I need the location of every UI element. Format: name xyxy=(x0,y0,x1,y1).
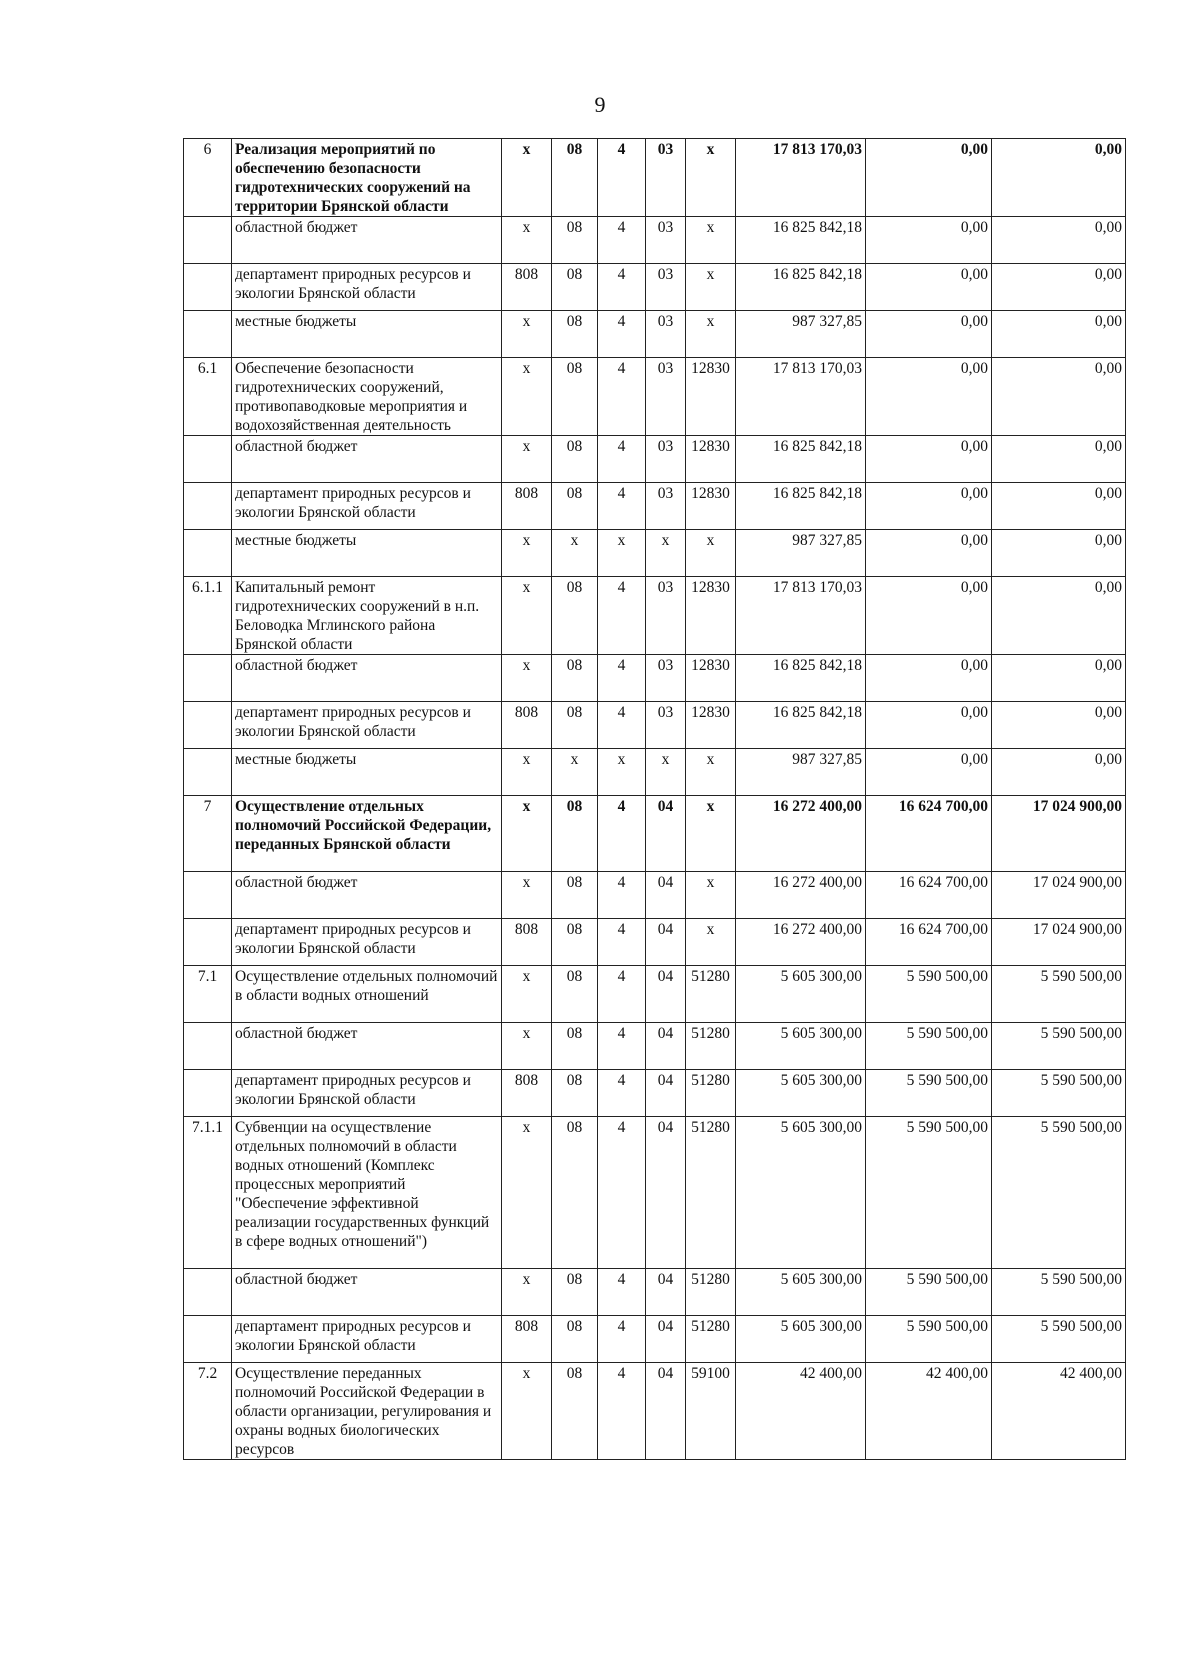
amount-year-1: 16 825 842,18 xyxy=(736,483,866,530)
table-row xyxy=(184,1363,1126,1460)
row-number xyxy=(184,872,232,919)
amount-year-3: 0,00 xyxy=(992,217,1126,264)
amount-year-2: 0,00 xyxy=(866,483,992,530)
code-item: 51280 xyxy=(686,1269,736,1316)
code-item: х xyxy=(686,796,736,872)
code-item: 12830 xyxy=(686,577,736,655)
row-number xyxy=(184,1269,232,1316)
code-item: 51280 xyxy=(686,1117,736,1269)
code-admin: 808 xyxy=(502,264,552,311)
row-name: Реализация мероприятий по обеспечению безопасности гидротехнических сооружений на территории Брянской области xyxy=(232,139,502,217)
code-program: 04 xyxy=(646,1070,686,1117)
row-name: Осуществление отдельных полномочий Российской Федерации, переданных Брянской области xyxy=(232,796,502,872)
row-number: 7.2 xyxy=(184,1363,232,1460)
table-row xyxy=(184,796,1126,872)
code-subsection: 4 xyxy=(598,1117,646,1269)
code-item: 51280 xyxy=(686,1316,736,1363)
amount-year-2: 5 590 500,00 xyxy=(866,1117,992,1269)
code-subsection: 4 xyxy=(598,1316,646,1363)
row-name: местные бюджеты xyxy=(232,530,502,577)
page-number: 9 xyxy=(594,92,606,117)
amount-year-2: 5 590 500,00 xyxy=(866,1023,992,1070)
amount-year-1: 5 605 300,00 xyxy=(736,1269,866,1316)
amount-year-3: 0,00 xyxy=(992,702,1126,749)
code-subsection: х xyxy=(598,530,646,577)
table-row xyxy=(184,1269,1126,1316)
amount-year-2: 5 590 500,00 xyxy=(866,966,992,1023)
row-name: департамент природных ресурсов и экологии Брянской области xyxy=(232,1316,502,1363)
code-item: 12830 xyxy=(686,483,736,530)
row-name: областной бюджет xyxy=(232,1023,502,1070)
code-program: 03 xyxy=(646,436,686,483)
amount-year-2: 0,00 xyxy=(866,358,992,436)
code-program: 03 xyxy=(646,655,686,702)
amount-year-1: 987 327,85 xyxy=(736,749,866,796)
amount-year-1: 17 813 170,03 xyxy=(736,577,866,655)
row-name: Капитальный ремонт гидротехнических сооружений в н.п. Беловодка Мглинского района Брянской области xyxy=(232,577,502,655)
code-subsection: 4 xyxy=(598,1023,646,1070)
code-item: х xyxy=(686,749,736,796)
amount-year-3: 5 590 500,00 xyxy=(992,1070,1126,1117)
table-row xyxy=(184,1070,1126,1117)
code-item: 51280 xyxy=(686,1070,736,1117)
code-program: 03 xyxy=(646,702,686,749)
code-subsection: х xyxy=(598,749,646,796)
row-name: департамент природных ресурсов и экологии Брянской области xyxy=(232,1070,502,1117)
amount-year-2: 5 590 500,00 xyxy=(866,1316,992,1363)
code-subsection: 4 xyxy=(598,1363,646,1460)
amount-year-2: 16 624 700,00 xyxy=(866,872,992,919)
code-admin: х xyxy=(502,311,552,358)
table-row xyxy=(184,919,1126,966)
row-number xyxy=(184,530,232,577)
code-admin: 808 xyxy=(502,1316,552,1363)
amount-year-2: 0,00 xyxy=(866,577,992,655)
code-item: 12830 xyxy=(686,655,736,702)
row-name: областной бюджет xyxy=(232,217,502,264)
amount-year-1: 17 813 170,03 xyxy=(736,139,866,217)
code-admin: 808 xyxy=(502,702,552,749)
code-section: 08 xyxy=(552,655,598,702)
code-admin: 808 xyxy=(502,1070,552,1117)
code-program: 03 xyxy=(646,311,686,358)
amount-year-2: 16 624 700,00 xyxy=(866,796,992,872)
code-program: 04 xyxy=(646,1269,686,1316)
amount-year-2: 42 400,00 xyxy=(866,1363,992,1460)
code-section: 08 xyxy=(552,139,598,217)
table-row xyxy=(184,483,1126,530)
amount-year-3: 5 590 500,00 xyxy=(992,1023,1126,1070)
code-program: 04 xyxy=(646,1117,686,1269)
row-number xyxy=(184,311,232,358)
code-section: 08 xyxy=(552,1070,598,1117)
code-admin: х xyxy=(502,139,552,217)
code-subsection: 4 xyxy=(598,1269,646,1316)
amount-year-3: 17 024 900,00 xyxy=(992,796,1126,872)
code-admin: х xyxy=(502,796,552,872)
amount-year-1: 16 825 842,18 xyxy=(736,264,866,311)
code-item: х xyxy=(686,217,736,264)
code-program: 03 xyxy=(646,577,686,655)
amount-year-1: 987 327,85 xyxy=(736,530,866,577)
code-subsection: 4 xyxy=(598,311,646,358)
code-program: 04 xyxy=(646,919,686,966)
code-subsection: 4 xyxy=(598,872,646,919)
code-section: 08 xyxy=(552,796,598,872)
code-admin: х xyxy=(502,1363,552,1460)
code-subsection: 4 xyxy=(598,217,646,264)
amount-year-1: 17 813 170,03 xyxy=(736,358,866,436)
row-number xyxy=(184,1316,232,1363)
amount-year-1: 16 272 400,00 xyxy=(736,872,866,919)
code-item: х xyxy=(686,919,736,966)
code-subsection: 4 xyxy=(598,577,646,655)
row-number xyxy=(184,483,232,530)
table-row xyxy=(184,702,1126,749)
code-admin: х xyxy=(502,436,552,483)
amount-year-2: 0,00 xyxy=(866,530,992,577)
table-body xyxy=(184,139,1126,1460)
code-program: 03 xyxy=(646,358,686,436)
row-number xyxy=(184,702,232,749)
code-section: 08 xyxy=(552,702,598,749)
code-section: 08 xyxy=(552,217,598,264)
row-number xyxy=(184,655,232,702)
code-admin: х xyxy=(502,872,552,919)
code-subsection: 4 xyxy=(598,655,646,702)
code-program: 04 xyxy=(646,1316,686,1363)
row-name: областной бюджет xyxy=(232,436,502,483)
amount-year-2: 5 590 500,00 xyxy=(866,1070,992,1117)
code-section: 08 xyxy=(552,872,598,919)
row-name: местные бюджеты xyxy=(232,311,502,358)
code-subsection: 4 xyxy=(598,919,646,966)
table-row xyxy=(184,436,1126,483)
budget-table xyxy=(183,138,1126,1460)
amount-year-1: 16 272 400,00 xyxy=(736,919,866,966)
table-row xyxy=(184,655,1126,702)
amount-year-3: 42 400,00 xyxy=(992,1363,1126,1460)
code-section: 08 xyxy=(552,966,598,1023)
code-program: 04 xyxy=(646,796,686,872)
row-name: Осуществление переданных полномочий Российской Федерации в области организации, регулирования и охраны водных биологических ресурсов xyxy=(232,1363,502,1460)
amount-year-3: 0,00 xyxy=(992,655,1126,702)
amount-year-1: 16 825 842,18 xyxy=(736,436,866,483)
code-item: 12830 xyxy=(686,358,736,436)
amount-year-1: 5 605 300,00 xyxy=(736,1316,866,1363)
code-program: 03 xyxy=(646,217,686,264)
code-program: 04 xyxy=(646,1363,686,1460)
amount-year-1: 987 327,85 xyxy=(736,311,866,358)
code-program: 04 xyxy=(646,1023,686,1070)
row-number xyxy=(184,264,232,311)
code-section: 08 xyxy=(552,1023,598,1070)
code-admin: х xyxy=(502,1117,552,1269)
row-number xyxy=(184,1070,232,1117)
table-row xyxy=(184,872,1126,919)
amount-year-2: 0,00 xyxy=(866,655,992,702)
amount-year-3: 0,00 xyxy=(992,264,1126,311)
amount-year-1: 5 605 300,00 xyxy=(736,1023,866,1070)
amount-year-1: 5 605 300,00 xyxy=(736,966,866,1023)
code-program: 03 xyxy=(646,139,686,217)
code-item: 12830 xyxy=(686,702,736,749)
amount-year-2: 0,00 xyxy=(866,749,992,796)
code-subsection: 4 xyxy=(598,436,646,483)
row-name: Субвенции на осуществление отдельных полномочий в области водных отношений (Комплекс процессных мероприятий "Обеспечение эффективной реализации государственных функций в сфере водных отношений") xyxy=(232,1117,502,1269)
amount-year-3: 0,00 xyxy=(992,436,1126,483)
amount-year-3: 5 590 500,00 xyxy=(992,1269,1126,1316)
row-name: местные бюджеты xyxy=(232,749,502,796)
row-number xyxy=(184,919,232,966)
table-row xyxy=(184,311,1126,358)
code-admin: х xyxy=(502,217,552,264)
amount-year-2: 0,00 xyxy=(866,264,992,311)
code-section: 08 xyxy=(552,1363,598,1460)
amount-year-1: 42 400,00 xyxy=(736,1363,866,1460)
code-section: 08 xyxy=(552,358,598,436)
row-name: областной бюджет xyxy=(232,655,502,702)
code-program: 04 xyxy=(646,872,686,919)
row-name: департамент природных ресурсов и экологии Брянской области xyxy=(232,483,502,530)
code-subsection: 4 xyxy=(598,264,646,311)
code-admin: 808 xyxy=(502,919,552,966)
code-subsection: 4 xyxy=(598,139,646,217)
code-section: 08 xyxy=(552,311,598,358)
amount-year-3: 0,00 xyxy=(992,139,1126,217)
row-number: 6.1.1 xyxy=(184,577,232,655)
code-section: х xyxy=(552,530,598,577)
row-number: 7.1.1 xyxy=(184,1117,232,1269)
row-name: департамент природных ресурсов и экологии Брянской области xyxy=(232,919,502,966)
amount-year-1: 5 605 300,00 xyxy=(736,1070,866,1117)
amount-year-1: 16 825 842,18 xyxy=(736,655,866,702)
amount-year-3: 17 024 900,00 xyxy=(992,872,1126,919)
amount-year-2: 0,00 xyxy=(866,311,992,358)
code-admin: х xyxy=(502,966,552,1023)
amount-year-3: 5 590 500,00 xyxy=(992,1316,1126,1363)
code-section: 08 xyxy=(552,483,598,530)
row-name: областной бюджет xyxy=(232,1269,502,1316)
code-subsection: 4 xyxy=(598,702,646,749)
amount-year-2: 0,00 xyxy=(866,139,992,217)
code-item: х xyxy=(686,872,736,919)
code-admin: х xyxy=(502,655,552,702)
row-number xyxy=(184,217,232,264)
amount-year-1: 16 825 842,18 xyxy=(736,702,866,749)
code-subsection: 4 xyxy=(598,1070,646,1117)
table-row xyxy=(184,1117,1126,1269)
code-subsection: 4 xyxy=(598,358,646,436)
row-number xyxy=(184,1023,232,1070)
table-row xyxy=(184,139,1126,217)
code-section: 08 xyxy=(552,919,598,966)
table-row xyxy=(184,1316,1126,1363)
amount-year-2: 0,00 xyxy=(866,436,992,483)
code-item: 51280 xyxy=(686,1023,736,1070)
code-section: 08 xyxy=(552,1269,598,1316)
code-item: 12830 xyxy=(686,436,736,483)
code-admin: х xyxy=(502,530,552,577)
amount-year-3: 0,00 xyxy=(992,311,1126,358)
code-section: 08 xyxy=(552,1117,598,1269)
code-item: х xyxy=(686,264,736,311)
code-subsection: 4 xyxy=(598,483,646,530)
code-section: 08 xyxy=(552,436,598,483)
code-admin: х xyxy=(502,1023,552,1070)
code-subsection: 4 xyxy=(598,796,646,872)
amount-year-1: 5 605 300,00 xyxy=(736,1117,866,1269)
code-item: 59100 xyxy=(686,1363,736,1460)
table-row xyxy=(184,966,1126,1023)
amount-year-2: 5 590 500,00 xyxy=(866,1269,992,1316)
code-admin: х xyxy=(502,749,552,796)
code-program: 04 xyxy=(646,966,686,1023)
row-number: 6.1 xyxy=(184,358,232,436)
code-program: х xyxy=(646,749,686,796)
code-admin: х xyxy=(502,1269,552,1316)
code-admin: х xyxy=(502,577,552,655)
code-item: х xyxy=(686,530,736,577)
amount-year-3: 0,00 xyxy=(992,530,1126,577)
row-name: областной бюджет xyxy=(232,872,502,919)
table-row xyxy=(184,358,1126,436)
code-subsection: 4 xyxy=(598,966,646,1023)
row-number xyxy=(184,749,232,796)
table-row xyxy=(184,577,1126,655)
row-name: Обеспечение безопасности гидротехнических сооружений, противопаводковые мероприятия и водохозяйственная деятельность xyxy=(232,358,502,436)
code-section: 08 xyxy=(552,577,598,655)
amount-year-3: 5 590 500,00 xyxy=(992,966,1126,1023)
code-section: х xyxy=(552,749,598,796)
amount-year-2: 0,00 xyxy=(866,217,992,264)
amount-year-3: 0,00 xyxy=(992,577,1126,655)
amount-year-1: 16 825 842,18 xyxy=(736,217,866,264)
code-program: 03 xyxy=(646,264,686,311)
amount-year-3: 17 024 900,00 xyxy=(992,919,1126,966)
row-number: 7 xyxy=(184,796,232,872)
code-section: 08 xyxy=(552,264,598,311)
row-name: департамент природных ресурсов и экологии Брянской области xyxy=(232,264,502,311)
amount-year-2: 16 624 700,00 xyxy=(866,919,992,966)
code-section: 08 xyxy=(552,1316,598,1363)
code-item: х xyxy=(686,311,736,358)
table-row xyxy=(184,749,1126,796)
row-name: департамент природных ресурсов и экологии Брянской области xyxy=(232,702,502,749)
table-row xyxy=(184,217,1126,264)
table-row xyxy=(184,264,1126,311)
amount-year-3: 5 590 500,00 xyxy=(992,1117,1126,1269)
code-program: х xyxy=(646,530,686,577)
row-number: 7.1 xyxy=(184,966,232,1023)
row-number: 6 xyxy=(184,139,232,217)
amount-year-3: 0,00 xyxy=(992,358,1126,436)
amount-year-2: 0,00 xyxy=(866,702,992,749)
amount-year-1: 16 272 400,00 xyxy=(736,796,866,872)
table-row xyxy=(184,1023,1126,1070)
code-admin: х xyxy=(502,358,552,436)
code-program: 03 xyxy=(646,483,686,530)
table-row xyxy=(184,530,1126,577)
code-item: 51280 xyxy=(686,966,736,1023)
amount-year-3: 0,00 xyxy=(992,749,1126,796)
code-admin: 808 xyxy=(502,483,552,530)
code-item: х xyxy=(686,139,736,217)
row-name: Осуществление отдельных полномочий в области водных отношений xyxy=(232,966,502,1023)
amount-year-3: 0,00 xyxy=(992,483,1126,530)
row-number xyxy=(184,436,232,483)
